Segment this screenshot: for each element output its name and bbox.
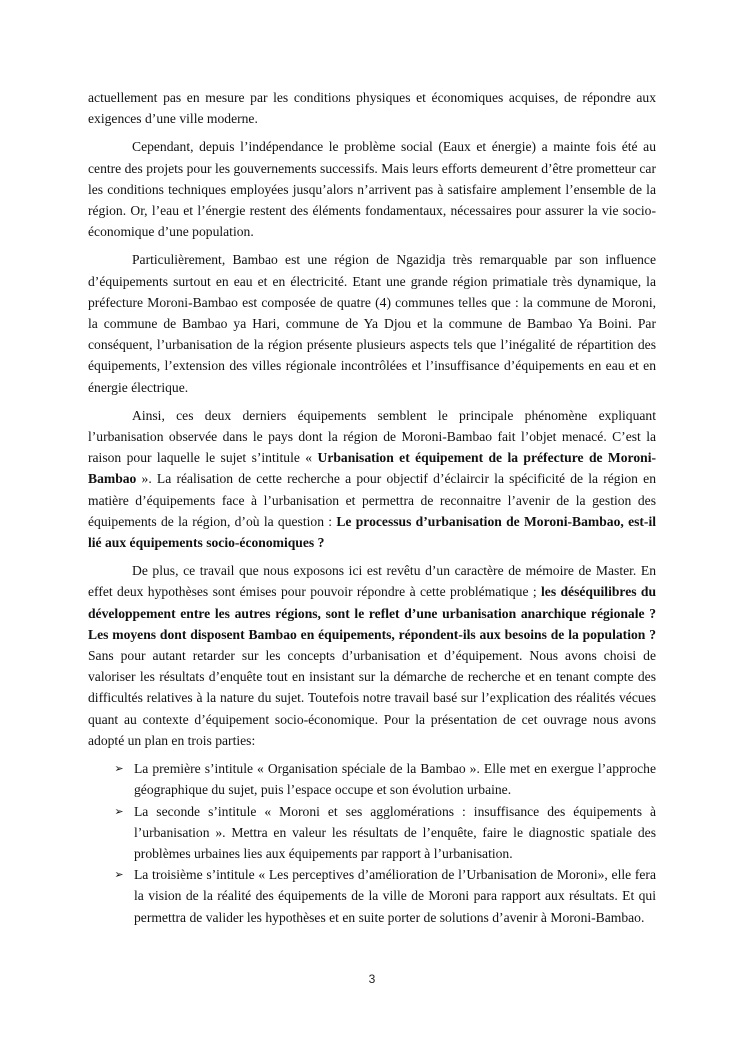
subject-title-bold: Urbanisation et équipement de la préfecture de Moroni-Bambao (88, 450, 657, 487)
plan-item-2 (114, 801, 656, 865)
plan-item-text: La première s’intitule « Organisation spéciale de la Bambao ». Elle met en exergue l’approche géographique du sujet, puis l’espace occupe et son évolution urbaine. (134, 761, 656, 798)
paragraph-bambao-region: Particulièrement, Bambao est une région de Ngazidja très remarquable par son influence d’équipements surtout en eau et en électricité. Etant une grande région primatiale très dynamique, la préfecture Moroni-Bambao est composée de quatre (4) communes telles que : la commune de Moroni, la commune de Bambao ya Hari, commune de Ya Djou et la commune de Bambao Ya Boini. Par conséquent, l’urbanisation de la région présente plusieurs aspects tels que l’inégalité de répartition des équipements, l’extension des villes régionale incontrôlées et l’insuffisance d’équipements en eau et en énergie électrique. (88, 252, 656, 395)
plan-item-1 (114, 758, 656, 800)
plan-list (88, 758, 656, 928)
paragraph-water-energy: Cependant, depuis l’indépendance le problème social (Eaux et énergie) a mainte fois été au centre des projets pour les gouvernements successifs. Mais leurs efforts demeurent d’être prometteur car les conditions techniques employées jusqu’alors n’arrivent pas à satisfaire amplement l’ensemble de la région. Or, l’eau et l’énergie restent des éléments fondamentaux, nécessaires pour assurer la vie socio-économique d’une population. (88, 139, 656, 240)
text-run: De plus, ce travail que nous exposons ici est revêtu d’un caractère de mémoire de Master. En effet deux hypothèses sont émises pour pouvoir répondre à cette problématique ; (88, 563, 656, 600)
paragraph-hypotheses (88, 560, 656, 751)
hypotheses-bold: les déséquilibres du développement entre les autres régions, sont le reflet d’une urbanisation anarchique régionale ? Les moyens dont disposent Bambao en équipements, répondent-ils aux besoins de la population ? (88, 584, 657, 642)
arrow-bullet-icon: ➢ (114, 804, 124, 818)
research-question-bold: Le processus d’urbanisation de Moroni-Bambao, est-il lié aux équipements socio-économiques ? (88, 513, 657, 551)
text-run: Sans pour autant retarder sur les concepts d’urbanisation et d’équipement. Nous avons choisi de valoriser les résultats d’enquête tout en insistant sur la démarche de recherche et en tenant compte des difficultés relatives à la nature du sujet. Toutefois notre travail basé sur l’explication des réalités vécues quant au contexte d’équipement socio-économique. Pour la présentation de cet ouvrage nous avons adopté un plan en trois parties: (88, 648, 656, 748)
document-body (88, 87, 656, 928)
text-run: Ainsi, ces deux derniers équipements semblent le principale phénomène expliquant l’urbanisation observée dans le pays dont la région de Moroni-Bambao fait l’objet menacé. C’est la raison pour laquelle le sujet s’intitule « (88, 407, 656, 466)
arrow-bullet-icon: ➢ (114, 868, 124, 882)
page-number: 3 (368, 972, 376, 986)
plan-item-3 (114, 864, 656, 928)
text-run: ». La réalisation de cette recherche a pour objectif d’éclaircir la spécificité de la région en matière d’équipements face à l’urbanisation et permettra de reconnaitre l’avenir de la gestion des équipements de la région, d’où la question : (88, 471, 656, 529)
plan-item-text: La troisième s’intitule « Les perceptives d’amélioration de l’Urbanisation de Moroni», elle fera la vision de la réalité des équipements de la ville de Moroni para rapport aux résultats. Et qui permettra de valider les hypothèses et en suite porter de solutions d’avenir à Moroni-Bambao. (134, 867, 656, 925)
paragraph-research-question (88, 405, 656, 553)
arrow-bullet-icon: ➢ (114, 762, 124, 776)
paragraph-continuation: actuellement pas en mesure par les conditions physiques et économiques acquises, de répondre aux exigences d’une ville moderne. (88, 90, 656, 127)
plan-item-text: La seconde s’intitule « Moroni et ses agglomérations : insuffisance des équipements à l’urbanisation ». Mettra en valeur les résultats de l’enquête, faire le diagnostic spatiale des problèmes urbaines lies aux équipements par rapport à l’urbanisation. (134, 803, 656, 861)
